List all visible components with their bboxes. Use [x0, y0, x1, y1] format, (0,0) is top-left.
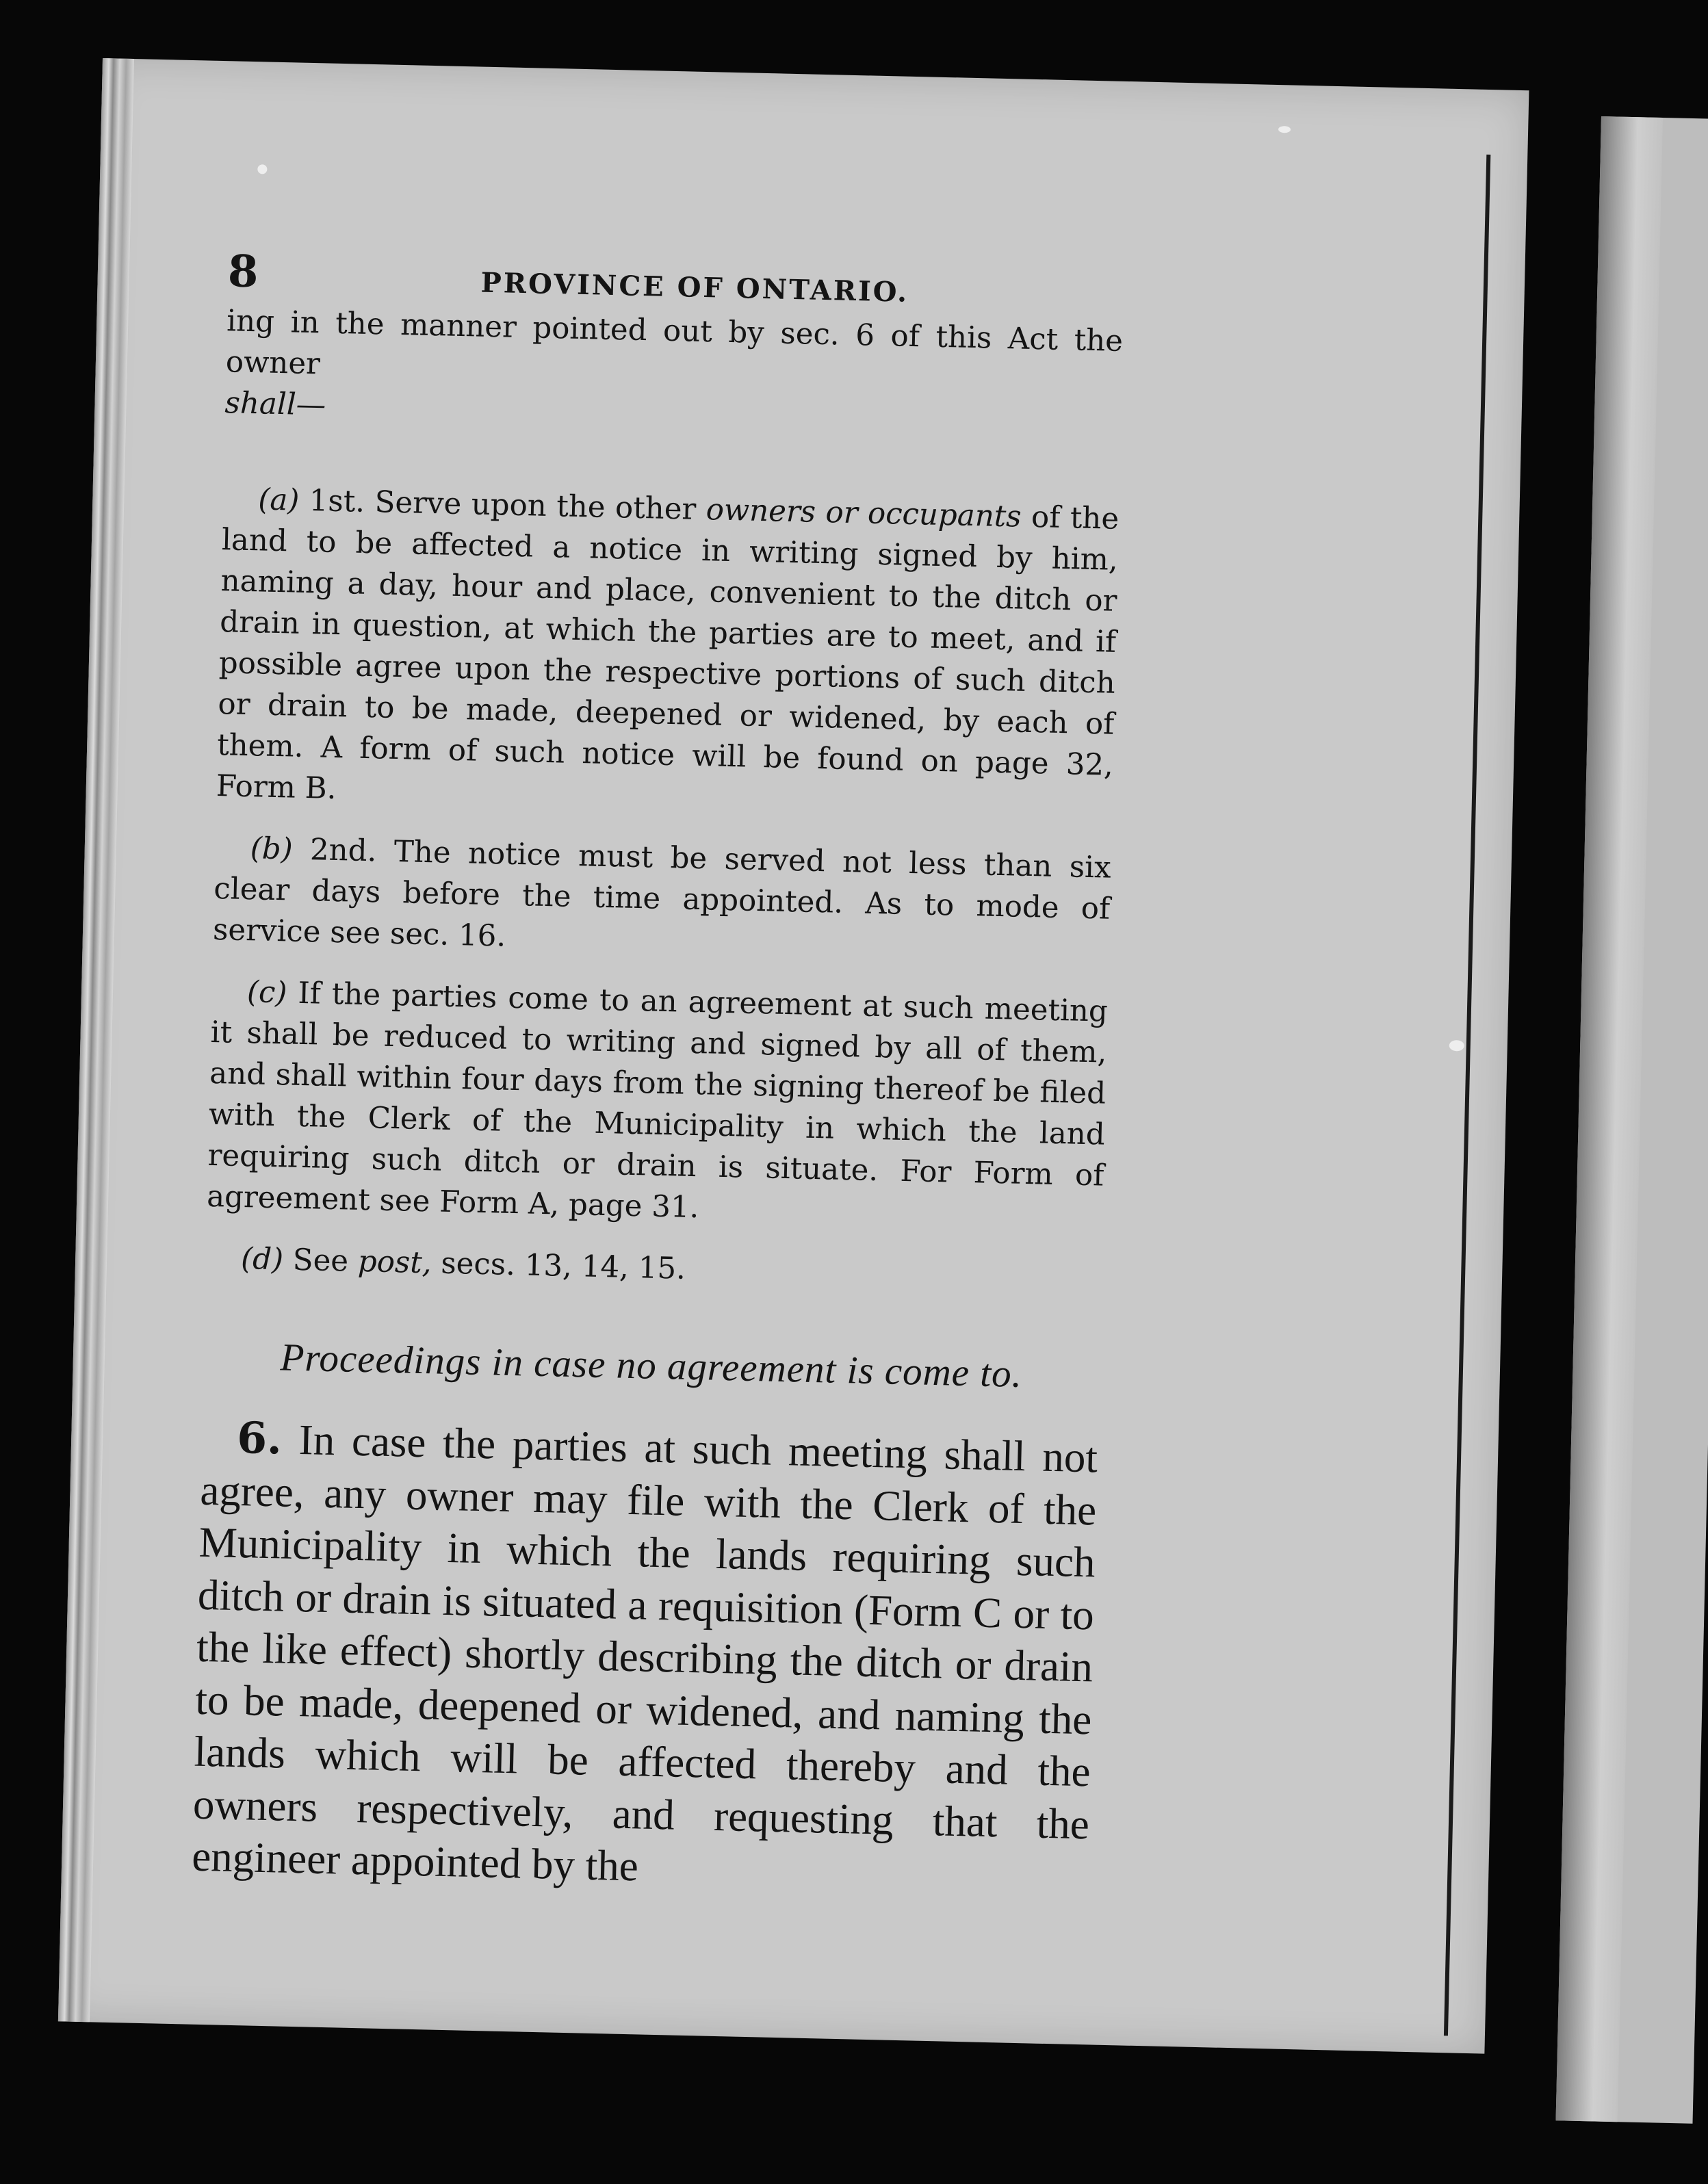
intro-shall: shall— — [224, 386, 326, 423]
clause-d-text-after: secs. 13, 14, 15. — [440, 1246, 686, 1286]
clause-a-emphasis: owners or occupants — [706, 493, 1022, 534]
clause-d-emphasis: post, — [357, 1244, 432, 1281]
binding-gutter — [1444, 155, 1490, 2036]
facing-page-fold — [1556, 116, 1663, 2122]
page-content — [192, 246, 1125, 1903]
clause-c-label: (c) — [246, 975, 287, 1011]
clause-a-ordinal: 1st. — [309, 484, 365, 519]
intro-text: ing in the manner pointed out by sec. 6 of this Act the owner — [225, 304, 1124, 382]
clause-b — [212, 827, 1111, 971]
clause-c-text: If the parties come to an agreement at such meeting it shall be reduced to writing and signed by all of them, and shall within four days from the signing thereof be filed with the Clerk of the Municipality in which the land requiring such ditch or drain is situate. For Form of agreement see Form A, page 31. — [206, 976, 1109, 1225]
book-page — [58, 58, 1529, 2054]
clause-b-ordinal: 2nd. — [309, 833, 377, 869]
clause-a — [216, 478, 1120, 827]
clause-d-text-before: See — [292, 1243, 349, 1279]
section-heading: Proceedings in case no agreement is come to. — [280, 1336, 1023, 1396]
clause-a-text-before: Serve upon the other — [374, 485, 697, 527]
page-number: 8 — [227, 246, 259, 298]
clause-b-text: The notice must be served not less than six clear days before the time appointed. As to mode of service see sec. 16. — [212, 834, 1112, 954]
section-6 — [192, 1411, 1098, 1903]
facing-page — [1556, 116, 1708, 2124]
paper-speck — [1278, 126, 1291, 133]
intro-paragraph — [224, 300, 1124, 444]
running-title: PROVINCE OF ONTARIO. — [480, 266, 909, 309]
paper-speck — [257, 164, 267, 174]
section-6-text: In case the parties at such meeting shall not agree, any owner may file with the Clerk of the Municipality in which the lands requiring such ditch or drain is situated a requisition (Form C or to the like effect) shortly describing the ditch or drain to be made, deepened or widened, and naming the lands which will be affected thereby and the owners respectively, and requesting that the engineer appointed by the — [191, 1416, 1098, 1890]
clause-c — [207, 971, 1109, 1238]
clause-b-label: (b) — [250, 831, 294, 867]
page-stack-edge — [58, 58, 134, 2022]
paper-speck — [1449, 1040, 1464, 1051]
section-6-number: 6. — [236, 1412, 283, 1464]
clause-a-label: (a) — [257, 482, 300, 518]
clause-a-text-after: of the land to be affected a notice in writing signed by him, naming a day, hour and place, convenient to the ditch or drain in question, at which the parties are to meet, and if possible agree upon the respective portions of such ditch or drain to be made, deepened or widened, by each of them. A form of such notice will be found on page 32, Form B. — [216, 499, 1120, 807]
clause-d-label: (d) — [240, 1242, 284, 1277]
